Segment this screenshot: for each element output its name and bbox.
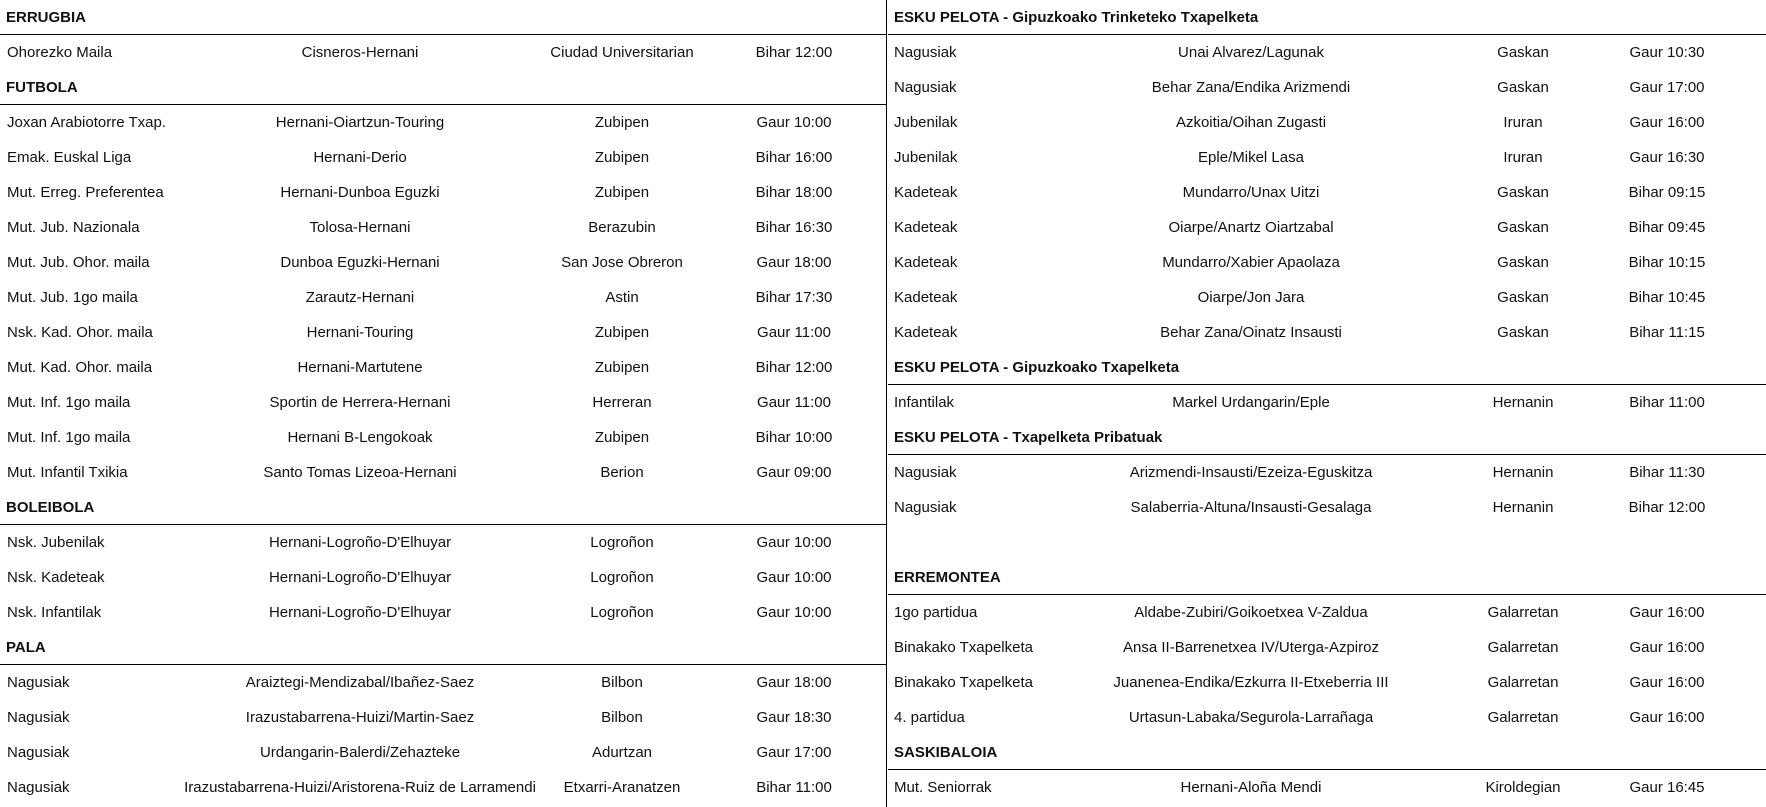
venue-cell: Logroñon <box>590 534 654 551</box>
time-cell: Gaur 09:00 <box>756 464 832 481</box>
match-cell: Ansa II-Barrenetxea IV/Uterga-Azpiroz <box>1123 639 1379 656</box>
section-header-esku-pelota-gipuzkoako-trinketeko-txapelketa: ESKU PELOTA - Gipuzkoako Trinketeko Txapelketa <box>888 0 1766 35</box>
venue-cell: Astin <box>605 289 639 306</box>
category-cell: Kadeteak <box>894 219 958 236</box>
match-cell: Juanenea-Endika/Ezkurra II-Etxeberria III <box>1113 674 1389 691</box>
table-row <box>0 35 886 70</box>
time-cell: Gaur 16:00 <box>1629 709 1705 726</box>
time-cell: Bihar 10:45 <box>1628 289 1706 306</box>
match-cell: Urtasun-Labaka/Segurola-Larrañaga <box>1128 709 1374 726</box>
time-cell: Bihar 18:00 <box>755 184 833 201</box>
time-cell: Gaur 16:45 <box>1629 779 1705 796</box>
venue-cell: Gaskan <box>1497 254 1549 271</box>
section-header-boleibola: BOLEIBOLA <box>0 490 886 525</box>
match-cell: Zarautz-Hernani <box>305 289 415 306</box>
time-cell: Gaur 10:30 <box>1629 44 1705 61</box>
category-cell: Mut. Infantil Txikia <box>7 464 128 481</box>
time-cell: Bihar 09:45 <box>1628 219 1706 236</box>
match-cell: Araiztegi-Mendizabal/Ibañez-Saez <box>245 674 475 691</box>
match-cell: Dunboa Eguzki-Hernani <box>280 254 440 271</box>
time-cell: Bihar 09:15 <box>1628 184 1706 201</box>
category-cell: Kadeteak <box>894 289 958 306</box>
category-cell: Nagusiak <box>894 464 957 481</box>
table-row <box>888 455 1766 490</box>
category-cell: Nagusiak <box>894 79 957 96</box>
section-header-esku-pelota-txapelketa-pribatuak: ESKU PELOTA - Txapelketa Pribatuak <box>888 420 1766 455</box>
time-cell: Gaur 16:00 <box>1629 639 1705 656</box>
venue-cell: Iruran <box>1503 114 1543 131</box>
match-cell: Aldabe-Zubiri/Goikoetxea V-Zaldua <box>1134 604 1368 621</box>
table-row <box>888 35 1766 70</box>
match-cell: Santo Tomas Lizeoa-Hernani <box>263 464 457 481</box>
time-cell: Bihar 16:00 <box>755 149 833 166</box>
match-cell: Irazustabarrena-Huizi/Aristorena-Ruiz de Larramendi <box>184 779 536 796</box>
table-row <box>0 210 886 245</box>
right-column <box>888 0 1766 805</box>
venue-cell: Zubipen <box>594 184 650 201</box>
venue-cell: Zubipen <box>594 149 650 166</box>
match-cell: Irazustabarrena-Huizi/Martin-Saez <box>245 709 475 726</box>
table-row <box>888 490 1766 525</box>
match-cell: Unai Alvarez/Lagunak <box>1178 44 1324 61</box>
category-cell: Emak. Euskal Liga <box>7 149 132 166</box>
category-cell: Nsk. Jubenilak <box>7 534 105 551</box>
time-cell: Gaur 18:00 <box>756 254 832 271</box>
category-cell: Nsk. Kadeteak <box>7 569 105 586</box>
table-row <box>0 595 886 630</box>
section-header-erremontea: ERREMONTEA <box>888 560 1766 595</box>
time-cell: Gaur 17:00 <box>756 744 832 761</box>
time-cell: Gaur 16:30 <box>1629 149 1705 166</box>
venue-cell: Zubipen <box>594 324 650 341</box>
table-row <box>888 315 1766 350</box>
table-row <box>0 665 886 700</box>
section-header-saskibaloia: SASKIBALOIA <box>888 735 1766 770</box>
category-cell: Nagusiak <box>7 674 70 691</box>
venue-cell: Hernanin <box>1492 464 1554 481</box>
category-cell: Mut. Jub. Nazionala <box>7 219 140 236</box>
table-row <box>888 280 1766 315</box>
match-cell: Urdangarin-Balerdi/Zehazteke <box>259 744 461 761</box>
venue-cell: Gaskan <box>1497 79 1549 96</box>
table-row <box>0 315 886 350</box>
category-cell: Kadeteak <box>894 184 958 201</box>
table-row <box>0 175 886 210</box>
section-header-errugbia: ERRUGBIA <box>0 0 886 35</box>
match-cell: Oiarpe/Jon Jara <box>1197 289 1305 306</box>
time-cell: Gaur 18:30 <box>756 709 832 726</box>
category-cell: Nagusiak <box>894 499 957 516</box>
category-cell: 4. partidua <box>894 709 965 726</box>
category-cell: Mut. Kad. Ohor. maila <box>7 359 153 376</box>
time-cell: Bihar 12:00 <box>1628 499 1706 516</box>
table-row <box>888 665 1766 700</box>
venue-cell: Galarretan <box>1487 604 1559 621</box>
time-cell: Gaur 17:00 <box>1629 79 1705 96</box>
category-cell: Mut. Inf. 1go maila <box>7 429 131 446</box>
section-header-pala: PALA <box>0 630 886 665</box>
table-row <box>888 700 1766 735</box>
category-cell: Nagusiak <box>894 44 957 61</box>
venue-cell: Gaskan <box>1497 184 1549 201</box>
time-cell: Bihar 11:00 <box>756 779 832 796</box>
time-cell: Bihar 10:00 <box>755 429 833 446</box>
venue-cell: Logroñon <box>590 604 654 621</box>
match-cell: Azkoitia/Oihan Zugasti <box>1175 114 1327 131</box>
table-row <box>0 385 886 420</box>
venue-cell: Bilbon <box>601 674 643 691</box>
table-row <box>888 105 1766 140</box>
venue-cell: Kiroldegian <box>1485 779 1561 796</box>
section-header-futbola: FUTBOLA <box>0 70 886 105</box>
time-cell: Gaur 16:00 <box>1629 604 1705 621</box>
time-cell: Bihar 10:15 <box>1628 254 1706 271</box>
category-cell: Mut. Jub. 1go maila <box>7 289 138 306</box>
table-row <box>0 735 886 770</box>
venue-cell: Herreran <box>592 394 652 411</box>
time-cell: Gaur 18:00 <box>756 674 832 691</box>
table-row <box>888 175 1766 210</box>
venue-cell: Etxarri-Aranatzen <box>563 779 681 796</box>
venue-cell: Gaskan <box>1497 44 1549 61</box>
venue-cell: Zubipen <box>594 114 650 131</box>
category-cell: Binakako Txapelketa <box>894 674 1033 691</box>
table-row <box>888 385 1766 420</box>
venue-cell: Logroñon <box>590 569 654 586</box>
table-row <box>0 770 886 805</box>
table-row <box>0 140 886 175</box>
match-cell: Salaberria-Altuna/Insausti-Gesalaga <box>1130 499 1372 516</box>
table-row <box>0 105 886 140</box>
time-cell: Bihar 12:00 <box>755 359 833 376</box>
category-cell: Mut. Seniorrak <box>894 779 992 796</box>
section-header-esku-pelota-gipuzkoako-txapelketa: ESKU PELOTA - Gipuzkoako Txapelketa <box>888 350 1766 385</box>
category-cell: Nagusiak <box>7 744 70 761</box>
match-cell: Hernani-Logroño-D'Elhuyar <box>268 534 452 551</box>
match-cell: Sportin de Herrera-Hernani <box>269 394 451 411</box>
match-cell: Hernani-Logroño-D'Elhuyar <box>268 604 452 621</box>
match-cell: Arizmendi-Insausti/Ezeiza-Eguskitza <box>1129 464 1373 481</box>
match-cell: Mundarro/Unax Uitzi <box>1182 184 1320 201</box>
match-cell: Behar Zana/Oinatz Insausti <box>1160 324 1342 341</box>
category-cell: Mut. Inf. 1go maila <box>7 394 131 411</box>
time-cell: Gaur 10:00 <box>756 569 832 586</box>
time-cell: Bihar 12:00 <box>755 44 833 61</box>
table-row <box>888 630 1766 665</box>
category-cell: Jubenilak <box>894 149 958 166</box>
venue-cell: Berion <box>600 464 644 481</box>
venue-cell: Zubipen <box>594 359 650 376</box>
table-row <box>888 595 1766 630</box>
table-row <box>888 770 1766 805</box>
time-cell: Gaur 11:00 <box>757 324 831 341</box>
table-row <box>888 245 1766 280</box>
time-cell: Bihar 16:30 <box>755 219 833 236</box>
category-cell: Kadeteak <box>894 324 958 341</box>
match-cell: Hernani-Touring <box>306 324 414 341</box>
match-cell: Hernani-Logroño-D'Elhuyar <box>268 569 452 586</box>
table-row <box>0 350 886 385</box>
category-cell: 1go partidua <box>894 604 978 621</box>
venue-cell: Berazubin <box>588 219 656 236</box>
venue-cell: Adurtzan <box>591 744 653 761</box>
table-row <box>0 280 886 315</box>
time-cell: Bihar 11:00 <box>1629 394 1705 411</box>
venue-cell: San Jose Obreron <box>561 254 683 271</box>
table-row <box>0 245 886 280</box>
match-cell: Hernani-Martutene <box>297 359 423 376</box>
category-cell: Mut. Jub. Ohor. maila <box>7 254 150 271</box>
venue-cell: Zubipen <box>594 429 650 446</box>
category-cell: Binakako Txapelketa <box>894 639 1033 656</box>
category-cell: Nsk. Kad. Ohor. maila <box>7 324 153 341</box>
venue-cell: Gaskan <box>1497 324 1549 341</box>
category-cell: Mut. Erreg. Preferentea <box>7 184 164 201</box>
venue-cell: Gaskan <box>1497 219 1549 236</box>
category-cell: Jubenilak <box>894 114 958 131</box>
table-row <box>0 455 886 490</box>
category-cell: Ohorezko Maila <box>7 44 113 61</box>
time-cell: Gaur 10:00 <box>756 114 832 131</box>
table-row <box>0 525 886 560</box>
match-cell: Behar Zana/Endika Arizmendi <box>1151 79 1351 96</box>
column-divider <box>886 0 887 807</box>
venue-cell: Galarretan <box>1487 639 1559 656</box>
match-cell: Tolosa-Hernani <box>309 219 411 236</box>
time-cell: Bihar 11:30 <box>1629 464 1705 481</box>
match-cell: Markel Urdangarin/Eple <box>1172 394 1330 411</box>
match-cell: Cisneros-Hernani <box>301 44 419 61</box>
category-cell: Nsk. Infantilak <box>7 604 102 621</box>
category-cell: Kadeteak <box>894 254 958 271</box>
table-row <box>0 560 886 595</box>
blank-spacer-row <box>888 525 1766 560</box>
time-cell: Bihar 17:30 <box>755 289 833 306</box>
venue-cell: Gaskan <box>1497 289 1549 306</box>
match-cell: Hernani-Derio <box>313 149 407 166</box>
time-cell: Gaur 16:00 <box>1629 114 1705 131</box>
venue-cell: Bilbon <box>601 709 643 726</box>
category-cell: Infantilak <box>894 394 955 411</box>
match-cell: Hernani B-Lengokoak <box>287 429 433 446</box>
venue-cell: Hernanin <box>1492 499 1554 516</box>
category-cell: Nagusiak <box>7 709 70 726</box>
time-cell: Gaur 16:00 <box>1629 674 1705 691</box>
match-cell: Hernani-Aloña Mendi <box>1180 779 1322 796</box>
table-row <box>0 420 886 455</box>
time-cell: Gaur 11:00 <box>757 394 831 411</box>
match-cell: Hernani-Oiartzun-Touring <box>275 114 445 131</box>
time-cell: Gaur 10:00 <box>756 534 832 551</box>
match-cell: Eple/Mikel Lasa <box>1198 149 1304 166</box>
venue-cell: Galarretan <box>1487 709 1559 726</box>
table-row <box>0 700 886 735</box>
table-row <box>888 210 1766 245</box>
time-cell: Gaur 10:00 <box>756 604 832 621</box>
category-cell: Joxan Arabiotorre Txap. <box>7 114 166 131</box>
table-row <box>888 70 1766 105</box>
venue-cell: Galarretan <box>1487 674 1559 691</box>
match-cell: Oiarpe/Anartz Oiartzabal <box>1168 219 1334 236</box>
table-row <box>888 140 1766 175</box>
venue-cell: Iruran <box>1503 149 1543 166</box>
match-cell: Mundarro/Xabier Apaolaza <box>1162 254 1340 271</box>
time-cell: Bihar 11:15 <box>1629 324 1705 341</box>
match-cell: Hernani-Dunboa Eguzki <box>280 184 440 201</box>
venue-cell: Hernanin <box>1492 394 1554 411</box>
venue-cell: Ciudad Universitarian <box>550 44 694 61</box>
category-cell: Nagusiak <box>7 779 70 796</box>
